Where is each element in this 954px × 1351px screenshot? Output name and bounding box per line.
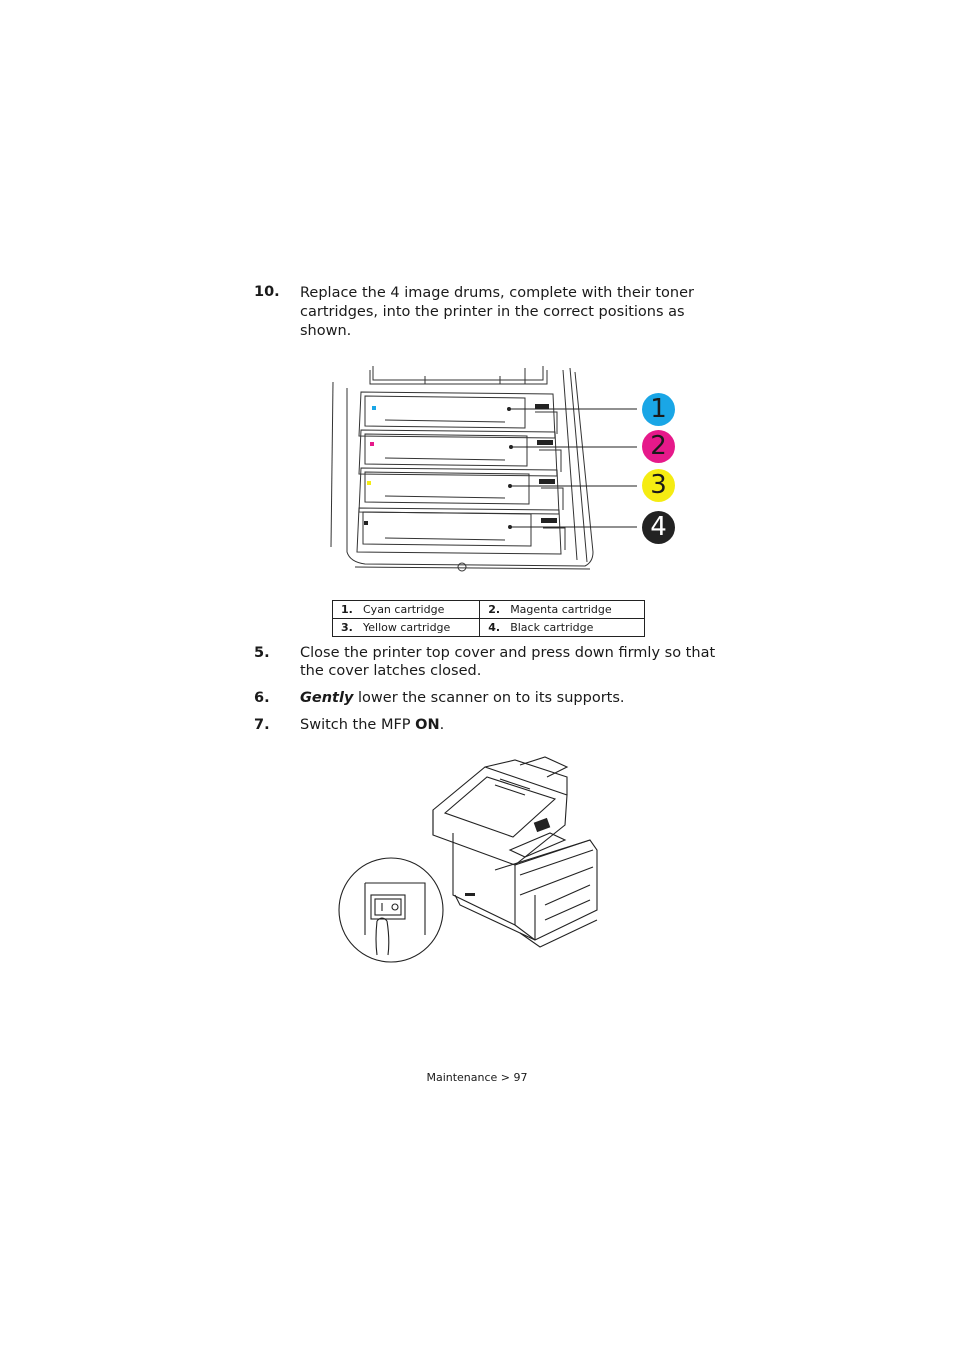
callout-label: 2 — [650, 431, 667, 461]
callout-label: 4 — [650, 512, 667, 542]
callout-4 — [642, 511, 675, 544]
cartridge-legend-table — [332, 600, 645, 637]
callout-2 — [642, 430, 675, 463]
page-footer: Maintenance > 97 — [426, 1071, 528, 1084]
step-text: Switch the MFP ON. — [300, 717, 445, 733]
callout-label: 3 — [650, 470, 667, 500]
step-number: 7. — [254, 717, 270, 733]
emphasis: Gently — [300, 690, 354, 706]
callout-3 — [642, 469, 675, 502]
strong-text: ON — [415, 717, 440, 733]
step-number: 10. — [254, 284, 280, 300]
step-text: Gently lower the scanner on to its supports. — [300, 690, 625, 706]
legend-cell: 3. Yellow cartridge — [333, 619, 480, 637]
step-text: Close the printer top cover and press down firmly so that the cover latches closed. — [300, 645, 716, 679]
step-number: 6. — [254, 690, 270, 706]
mfp-power-switch-illustration — [335, 755, 610, 967]
legend-cell: 1. Cyan cartridge — [333, 601, 480, 619]
callout-1 — [642, 393, 675, 426]
image-drums-illustration — [325, 362, 685, 576]
step-text: Replace the 4 image drums, complete with their toner cartridges, into the printer in the correct positions as shown. — [300, 285, 694, 339]
table-row — [333, 619, 645, 637]
legend-cell: 4. Black cartridge — [480, 619, 645, 637]
legend-cell: 2. Magenta cartridge — [480, 601, 645, 619]
step-number: 5. — [254, 645, 270, 661]
callout-label: 1 — [650, 394, 667, 424]
table-row — [333, 601, 645, 619]
